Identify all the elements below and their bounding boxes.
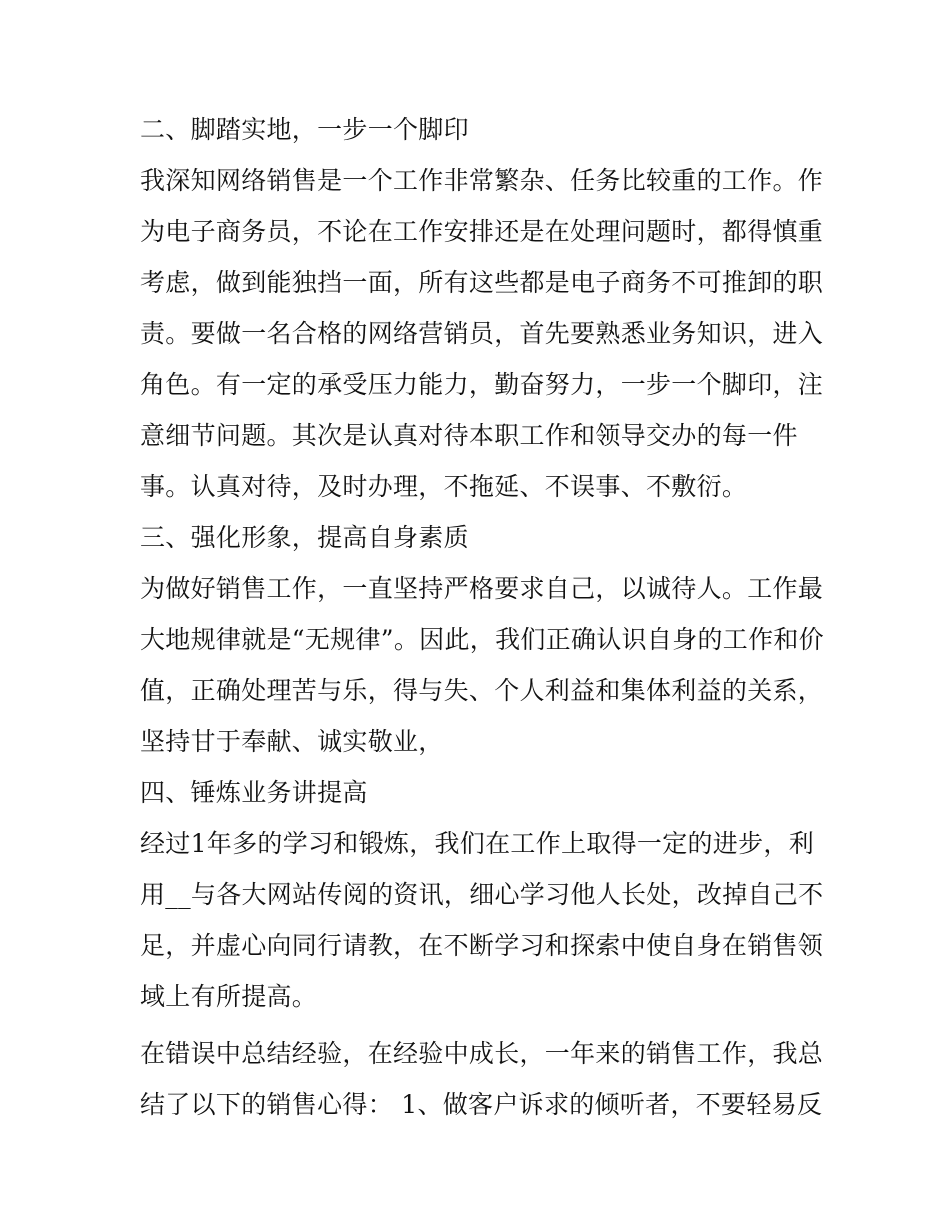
paragraph-line: 大地规律就是“无规律”。因此，我们正确认识自身的工作和价 bbox=[140, 625, 824, 654]
paragraph-line: 域上有所提高。 bbox=[140, 982, 318, 1011]
section-heading-3: 三、强化形象，提高自身素质 bbox=[140, 523, 469, 552]
paragraph-line: 事。认真对待，及时办理，不拖延、不误事、不敷衍。 bbox=[140, 472, 748, 501]
paragraph-line: 我深知网络销售是一个工作非常繁杂、任务比较重的工作。作 bbox=[140, 166, 824, 195]
section-heading-2: 二、脚踏实地，一步一个脚印 bbox=[140, 115, 469, 144]
paragraph-line: 经过1年多的学习和锻炼，我们在工作上取得一定的进步，利 bbox=[140, 829, 815, 858]
paragraph-line: 用__与各大网站传阅的资讯，细心学习他人长处，改掉自己不 bbox=[140, 880, 824, 909]
paragraph-line: 为电子商务员，不论在工作安排还是在处理问题时，都得慎重 bbox=[140, 217, 824, 246]
paragraph-line: 为做好销售工作，一直坚持严格要求自己，以诚待人。工作最 bbox=[140, 574, 824, 603]
paragraph-line: 考虑，做到能独挡一面，所有这些都是电子商务不可推卸的职 bbox=[140, 268, 824, 297]
document-body bbox=[140, 104, 824, 1130]
paragraph-line: 意细节问题。其次是认真对待本职工作和领导交办的每一件 bbox=[140, 421, 798, 450]
section-heading-4: 四、锤炼业务讲提高 bbox=[140, 778, 368, 807]
paragraph-line: 责。要做一名合格的网络营销员，首先要熟悉业务知识，进入 bbox=[140, 319, 824, 348]
paragraph-line: 结了以下的销售心得： 1、做客户诉求的倾听者，不要轻易反 bbox=[140, 1090, 823, 1119]
paragraph-line: 角色。有一定的承受压力能力，勤奋努力，一步一个脚印，注 bbox=[140, 370, 824, 399]
paragraph-line: 坚持甘于奉献、诚实敬业， bbox=[140, 727, 444, 756]
paragraph-line: 足，并虚心向同行请教，在不断学习和探索中使自身在销售领 bbox=[140, 931, 824, 960]
paragraph-line: 在错误中总结经验，在经验中成长，一年来的销售工作，我总 bbox=[140, 1039, 824, 1068]
paragraph-line: 值，正确处理苦与乐，得与失、个人利益和集体利益的关系， bbox=[140, 676, 824, 705]
